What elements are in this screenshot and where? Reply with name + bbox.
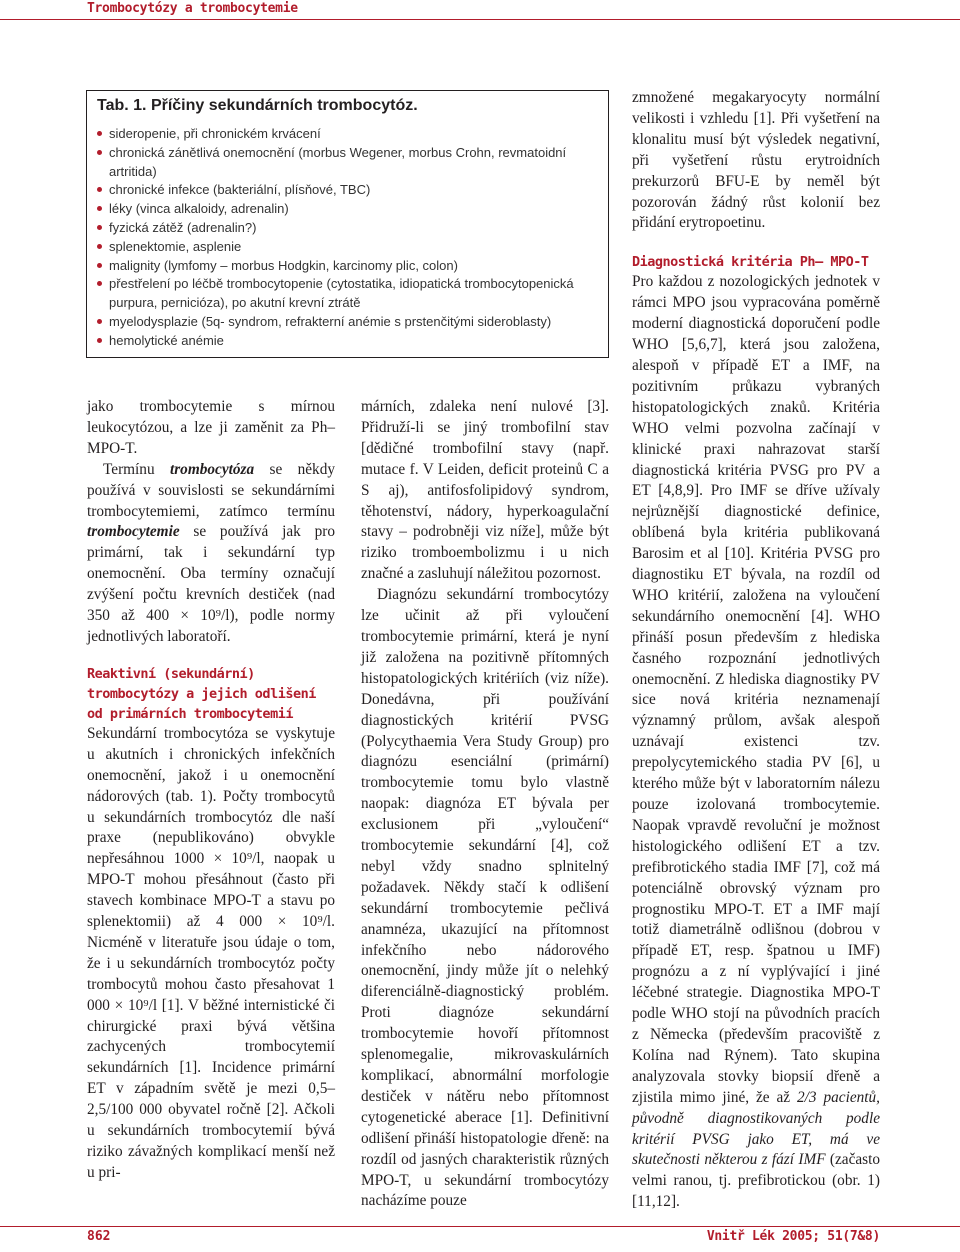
paragraph: Termínu trombocytóza se někdy používá v souvislosti se sekundárními trombocytemiemi, zatímco termínu trombocytemie se používá jak pro primární, tak i sekundární typ onemocnění. Oba termíny označují zvýšení počtu krevních destiček (nad 350 až 400 × 10⁹/l), podle normy jednotlivých laboratoří. xyxy=(87,460,335,645)
table-list-item-text: přestřelení po léčbě trombocytopenie (cytostatika, idiopatická trombocytopenická purpura, pernicióza), po akutní krevní ztrátě xyxy=(109,276,574,311)
paragraph: márních, zdaleka není nulové [3]. Přidruží-li se jiný trombofilní stav [dědičné trombofilní stavy (např. mutace f. V Leiden, deficit proteinů C a S aj), antifosfolipidový syndrom, těhotenství, nádory, hyperkoagulační stavy – podrobněji viz níže], může být riziko tromboembolizmu i u nich značné a zasluhují náležitou pozornost. xyxy=(361,398,609,583)
bullet-icon xyxy=(97,225,102,230)
bullet-icon xyxy=(97,338,102,343)
table-list-item xyxy=(97,238,602,257)
table-list-item-text: chronické infekce (bakteriální, plísňové, TBC) xyxy=(109,182,371,198)
table-list-item xyxy=(97,144,602,182)
table-list-item xyxy=(97,275,602,313)
table-list-item-text: malignity (lymfomy – morbus Hodgkin, karcinomy plic, colon) xyxy=(109,257,458,273)
column-middle xyxy=(361,397,609,1212)
running-footer xyxy=(0,1226,960,1252)
table-list-item xyxy=(97,125,602,144)
bullet-icon xyxy=(97,244,102,249)
table-list-item-text: fyzická zátěž (adrenalin?) xyxy=(109,219,257,235)
paragraph: Sekundární trombocytóza se vyskytuje u akutních i chronických infekčních onemocnění, jakož i u onemocnění nádorových (tab. 1). Počty trombocytů u sekundárních trombocytóz dle naší praxe (nepublikováno) obvykle nepřesáhnou 1000 × 10⁹/l, naopak u MPO-T mohou přesáhnout (často při stavech kombinace MPO-T a stavu po splenektomii) až 4 000 × 10⁹/l. Nicméně v literatuře jsou údaje o tom, že i u sekundárních trombocytóz počty trombocytů mohou často přesahovat 1 000 × 10⁹/l [1]. V běžné internistické či chirurgické praxi bývá většina zachycených trombocytemií sekundárních [1]. Incidence primární ET v západním světě je mezi 0,5–2,5/100 000 obyvatel ročně [2]. Ačkoli u sekundárních trombocytemií bývá riziko závažných komplikací menší než u pri- xyxy=(87,724,335,1181)
page-number: 862 xyxy=(87,1229,111,1244)
section-heading: Diagnostická kritéria Ph– MPO-T xyxy=(632,254,869,271)
table-list-item-text: léky (vinca alkaloidy, adrenalin) xyxy=(109,201,289,217)
column-right xyxy=(632,88,880,1213)
table-list-item xyxy=(97,181,602,200)
table-list-item-text: chronická zánětlivá onemocnění (morbus Wegener, morbus Crohn, revmatoidní artritida) xyxy=(109,144,567,179)
paragraph: zmnožené megakaryocyty normální velikosti i vzhledu [1]. Při vyšetření na klonalitu musí být výsledek negativní, při vyšetření růstu erytroidních prekurzorů BFU-E by neměl být pozorován žádný růst kolonií bez přidání erytropoetinu. xyxy=(632,89,880,232)
table-list-item xyxy=(97,332,602,351)
column-left xyxy=(87,397,335,1184)
table-list-item xyxy=(97,200,602,219)
paragraph: Diagnózu sekundární trombocytózy lze učinit až při vyloučení trombocytemie primární, která je nyní již založena na pozitivně přítomných histopatologických kritériích (viz níže). Donedávna, při používání diagnostických kritérií PVSG (Polycythaemia Vera Study Group) pro diagnózu esenciální (primární) trombocytemie tomu bylo vlastně naopak: diagnóza ET bývala per exclusionem při „vyloučení“ trombocytemie sekundární [4], což nebyl vždy snadno splnitelný požadavek. Někdy stačí k odlišení sekundární trombocytemie pečlivá anamnéza, ukazující na přítomnost infekčního nebo nádorového onemocnění, jindy může jít o nelehký diferenciálně-diagnostický problém. Proti diagnóze sekundární trombocytemie hovoří přítomnost splenomegalie, mikrovaskulárních komplikací, abnormální morfologie destiček v nátěru nebo přítomnost cytogenetické aberace [1]. Definitivní odlišení přináší histopatologie dřeně: na rozdíl od jasných charakteristik různých MPO-T, u sekundární trombocytózy nacházíme pouze xyxy=(361,586,609,1210)
bullet-icon xyxy=(97,206,102,211)
table-list-item-text: myelodysplazie (5q- syndrom, refrakterní anémie s prstenčitými sideroblasty) xyxy=(109,313,552,329)
term-trombocytemie: trombocytemie xyxy=(87,523,180,541)
bullet-icon xyxy=(97,263,102,268)
section-heading: Reaktivní (sekundární) trombocytózy a jejich odlišení od primárních trombocytemií xyxy=(87,665,316,722)
table-1-title: Tab. 1. Příčiny sekundárních trombocytóz. xyxy=(97,97,418,114)
table-list-item-text: sideropenie, při chronickém krvácení xyxy=(109,126,321,141)
table-list-item xyxy=(97,219,602,238)
running-header xyxy=(0,0,960,20)
table-list-item-text: hemolytické anémie xyxy=(109,332,224,348)
paragraph: Pro každou z nozologických jednotek v rámci MPO jsou vypracována poměrně moderní diagnostická doporučení podle WHO [5,6,7], která jsou založena, alespoň v případě ET a IMF, na pozitivním průkazu vybraných histopatologických znaků. Kritéria WHO velmi pozvolna začínají v klinické praxi nahrazovat starší diagnostická kritéria PVSG pro PV a ET [4,8,9]. Pro IMF se dříve užívaly nejrůznější diagnostické definice, oblíbená byla kritéria publikovaná Barosim et al [10]. Kritéria PVSG pro diagnostiku ET bývala, na rozdíl od WHO kritérií, založena na vyloučení sekundárního onemocnění [4]. WHO přináší posun především z hlediska časného rozpoznání jednotlivých onemocnění. Z hlediska diagnostiky PV sice nová kritéria neznamenají významný průlom, avšak alespoň uznávají existenci tzv. prepolycytemického stadia PV [6], u kterého může být v laboratorním nálezu pouze izolovaná trombocytemie. Naopak vpravdě revoluční je možnost histologického odlišení ET a tzv. prefibrotického stadia IMF [7], což má potenciálně obrovský význam pro prognostiku MPO-T. ET a IMF mají totiž diametrálně odlišnou (dobrou v případě ET, resp. špatnou u IMF) prognózu a z ní vyplývající i jiné léčebné strategie. Diagnostika MPO-T podle WHO stojí na původních pracích z Německa (především pracoviště z Kolína nad Rýnem). Tato skupina analyzovala stovky biopsií dřeně a zjistila mimo jiné, že až 2/3 pacientů, původně diagnostikovaných podle kritérií PVSG jako ET, má ve skutečnosti některou z fází IMF (začasto velmi ranou, tj. prefibrotickou (obr. 1) [11,12]. xyxy=(632,273,880,1211)
bullet-icon xyxy=(97,131,102,136)
table-1-box xyxy=(86,90,609,358)
emphasis: 2/3 pacientů, původně diagnostikovaných podle kritérií PVSG jako ET, má ve skutečnosti některou z fází IMF xyxy=(632,1088,880,1169)
table-list-item-text: splenektomie, asplenie xyxy=(109,238,242,254)
bullet-icon xyxy=(97,281,102,286)
bullet-icon xyxy=(97,319,102,324)
bullet-icon xyxy=(97,187,102,192)
paragraph: jako trombocytemie s mírnou leukocytózou, a lze ji zaměnit za Ph– MPO-T. xyxy=(87,398,335,457)
table-1-list xyxy=(97,125,602,351)
running-header-title: Trombocytózy a trombocytemie xyxy=(87,1,298,16)
term-trombocytoza: trombocytóza xyxy=(169,460,255,478)
bullet-icon xyxy=(97,150,102,155)
journal-citation: Vnitř Lék 2005; 51(7&8) xyxy=(706,1229,880,1244)
table-list-item xyxy=(97,257,602,276)
table-list-item xyxy=(97,313,602,332)
